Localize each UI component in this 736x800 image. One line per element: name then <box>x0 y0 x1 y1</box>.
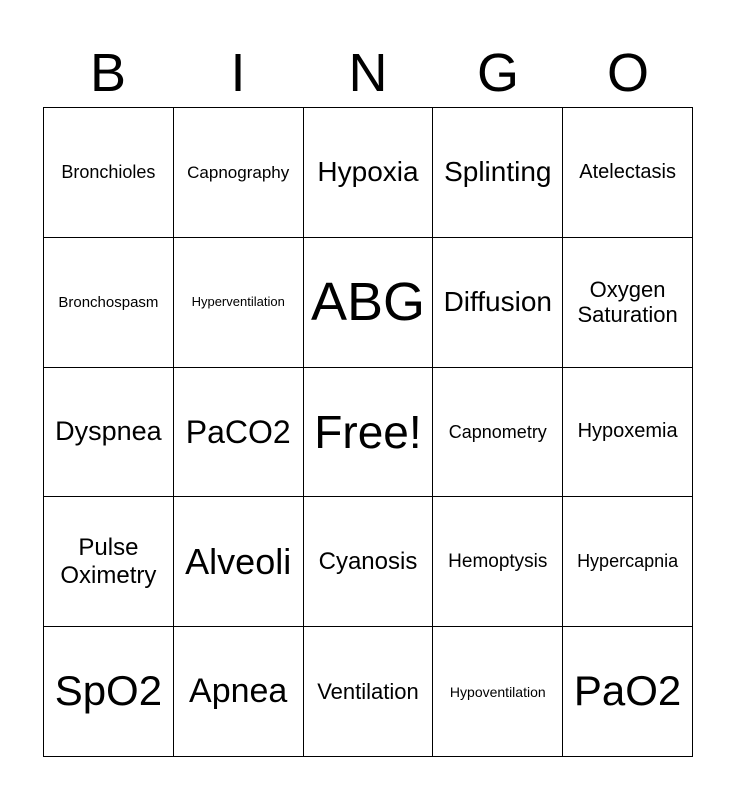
header-letter-b: B <box>89 43 127 103</box>
bingo-cell[interactable] <box>563 627 693 757</box>
bingo-cell[interactable] <box>304 627 434 757</box>
cell-label: Cyanosis <box>318 547 418 575</box>
bingo-cell[interactable] <box>304 108 434 238</box>
bingo-cell[interactable] <box>304 497 434 627</box>
header-letter-o: O <box>606 43 649 103</box>
bingo-cell[interactable] <box>44 368 174 498</box>
bingo-cell[interactable] <box>44 627 174 757</box>
bingo-cell[interactable] <box>304 368 434 498</box>
cell-label: SpO2 <box>54 667 163 715</box>
cell-label: Hypercapnia <box>577 551 679 572</box>
bingo-cell[interactable] <box>563 497 693 627</box>
bingo-cell[interactable] <box>44 497 174 627</box>
cell-label: Atelectasis <box>579 160 676 183</box>
cell-label: Hyperventilation <box>191 293 285 309</box>
header-letter-g: G <box>476 43 519 103</box>
bingo-cell[interactable] <box>174 108 304 238</box>
bingo-cell[interactable] <box>433 627 563 757</box>
cell-label: Capnometry <box>448 421 547 442</box>
bingo-cell[interactable] <box>304 238 434 368</box>
bingo-cell[interactable] <box>174 368 304 498</box>
cell-label: Hypoxemia <box>577 420 678 443</box>
cell-label: Ventilation <box>317 678 419 704</box>
cell-label: PaO2 <box>573 667 682 715</box>
cell-label: Dyspnea <box>55 416 162 447</box>
bingo-cell[interactable] <box>563 108 693 238</box>
cell-label: Oxygen Saturation <box>577 276 678 328</box>
bingo-cell[interactable] <box>433 368 563 498</box>
header-letter-n: N <box>348 43 388 103</box>
cell-label: Capnography <box>187 162 290 182</box>
cell-label: Hypoxia <box>317 156 419 188</box>
bingo-card-grid <box>43 107 693 757</box>
cell-label: Hypoventilation <box>449 683 546 700</box>
cell-label: Apnea <box>189 672 288 711</box>
bingo-header <box>43 40 693 106</box>
cell-label: Bronchioles <box>61 162 156 183</box>
cell-label: ABG <box>310 272 426 333</box>
bingo-cell[interactable] <box>433 238 563 368</box>
bingo-cell[interactable] <box>433 108 563 238</box>
bingo-cell[interactable] <box>563 238 693 368</box>
cell-label: PaCO2 <box>185 413 291 450</box>
bingo-cell[interactable] <box>563 368 693 498</box>
bingo-cell[interactable] <box>44 108 174 238</box>
cell-label: Splinting <box>444 156 552 188</box>
cell-label: Free! <box>314 405 422 458</box>
bingo-cell[interactable] <box>433 497 563 627</box>
cell-label: Alveoli <box>185 541 292 583</box>
cell-label: Bronchospasm <box>58 293 159 311</box>
bingo-cell[interactable] <box>174 238 304 368</box>
bingo-cell[interactable] <box>44 238 174 368</box>
cell-label: Diffusion <box>443 286 552 318</box>
bingo-cell[interactable] <box>174 627 304 757</box>
cell-label: Hemoptysis <box>448 550 548 572</box>
cell-label: Pulse Oximetry <box>60 534 157 589</box>
header-letter-i: I <box>230 43 246 103</box>
bingo-cell[interactable] <box>174 497 304 627</box>
